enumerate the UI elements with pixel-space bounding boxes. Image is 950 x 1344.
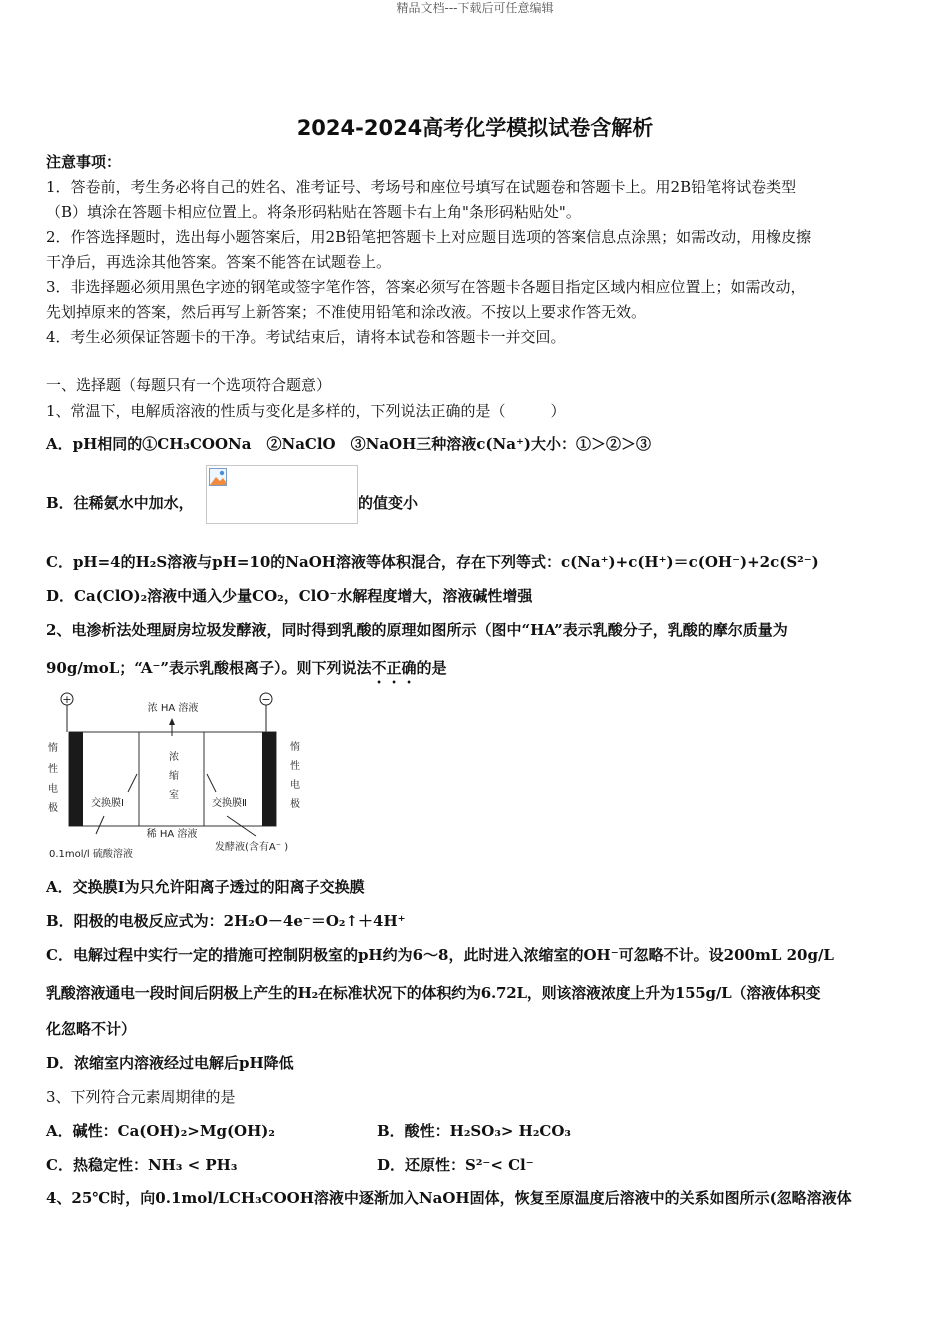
q2-option-b: B．阳极的电极反应式为：2H₂O－4e⁻＝O₂↑＋4H⁺ [46, 912, 406, 930]
q2-option-c-line-1: C．电解过程中实行一定的措施可控制阴极室的pH约为6～8，此时进入浓缩室的OH⁻可忽略不计。设200mL 20g/L [46, 946, 834, 964]
notice-line-7: 4．考生必须保证答题卡的干净。考试结束后，请将本试卷和答题卡一并交回。 [46, 328, 566, 346]
electrodialysis-diagram [44, 688, 314, 863]
minus-sign: − [261, 693, 271, 706]
q2-option-c-line-2: 乳酸溶液通电一段时间后阴极上产生的H₂在标准状况下的体积约为6.72L，则该溶液浓度上升为155g/L（溶液体积变 [46, 984, 821, 1002]
notice-line-3: 2．作答选择题时，选出每小题答案后，用2B铅笔把答题卡上对应题目选项的答案信息点涂黑；如需改动，用橡皮擦 [46, 228, 812, 246]
center-char-3: 室 [169, 790, 179, 801]
q3-option-a: A．碱性：Ca(OH)₂>Mg(OH)₂ [46, 1122, 275, 1140]
anode-plate [69, 732, 83, 826]
q1-formula-image [206, 465, 358, 524]
q1-option-a: A．pH相同的①CH₃COONa ②NaClO ③NaOH三种溶液c(Na⁺)大小：①＞②＞③ [46, 435, 651, 453]
q1-option-b-suffix: 的值变小 [358, 494, 419, 512]
fermentation-liquid-label: 发酵液(含有A⁻ ) [215, 842, 289, 853]
right-electrode-char-1: 惰 [290, 742, 300, 753]
dilute-ha-label: 稀 HA 溶液 [146, 829, 198, 840]
notice-line-1: 1．答卷前，考生务必将自己的姓名、准考证号、考场号和座位号填写在试题卷和答题卡上。用2B铅笔将试卷类型 [46, 178, 797, 196]
up-arrow-icon [169, 718, 175, 725]
center-char-2: 缩 [169, 771, 179, 782]
broken-image-icon [209, 468, 227, 486]
right-electrode-char-4: 极 [290, 799, 300, 810]
q4-stem: 4、25℃时，向0.1mol/LCH₃COOH溶液中逐渐加入NaOH固体，恢复至原温度后溶液中的关系如图所示(忽略溶液体 [46, 1189, 852, 1207]
plus-sign: + [62, 693, 72, 706]
page-header: 精品文档---下载后可任意编辑 [396, 1, 554, 15]
q3-option-c: C．热稳定性：NH₃ < PH₃ [46, 1156, 238, 1174]
section-heading: 一、选择题（每题只有一个选项符合题意） [46, 376, 332, 394]
q2-option-a: A．交换膜I为只允许阳离子透过的阳离子交换膜 [46, 878, 365, 896]
q2-stem-emphasis: 不正确 [371, 659, 417, 677]
notice-line-5: 3．非选择题必须用黑色字迹的钢笔或签字笔作答，答案必须写在答题卡各题目指定区域内相应位置上；如需改动， [46, 278, 806, 296]
center-char-1: 浓 [169, 752, 179, 763]
q3-option-d: D．还原性：S²⁻< Cl⁻ [377, 1156, 534, 1174]
q1-option-b-prefix: B．往稀氨水中加水， [46, 494, 194, 512]
right-electrode-char-2: 性 [290, 761, 300, 772]
concentrated-ha-label: 浓 HA 溶液 [147, 703, 199, 714]
q2-stem-suffix: 的是 [416, 659, 447, 677]
q2-stem-line-1: 2、电渗析法处理厨房垃圾发酵液，同时得到乳酸的原理如图所示（图中“HA”表示乳酸分子，乳酸的摩尔质量为 [46, 621, 788, 639]
q2-stem-prefix: 90g/moL；“A⁻”表示乳酸根离子）。则下列说法 [46, 659, 372, 677]
right-electrode-char-3: 电 [290, 780, 300, 791]
page-title: 2024-2024高考化学模拟试卷含解析 [296, 116, 654, 140]
notice-line-2: （B）填涂在答题卡相应位置上。将条形码粘贴在答题卡右上角"条形码粘贴处"。 [46, 203, 581, 221]
q2-stem-line-2 [46, 658, 447, 687]
left-electrode-char-4: 极 [48, 803, 58, 814]
membrane-2-label: 交换膜Ⅱ [212, 798, 247, 809]
q3-stem: 3、下列符合元素周期律的是 [46, 1088, 236, 1106]
left-electrode-char-2: 性 [48, 764, 58, 775]
q1-stem: 1、常温下，电解质溶液的性质与变化是多样的，下列说法正确的是（ ） [46, 402, 566, 420]
q1-option-d: D．Ca(ClO)₂溶液中通入少量CO₂，ClO⁻水解程度增大，溶液碱性增强 [46, 587, 533, 605]
left-electrode-char-1: 惰 [48, 743, 58, 754]
notice-heading: 注意事项： [46, 153, 122, 171]
q2-option-c-line-3: 化忽略不计） [46, 1020, 137, 1038]
left-electrode-char-3: 电 [48, 784, 58, 795]
notice-line-6: 先划掉原来的答案，然后再写上新答案；不准使用铅笔和涂改液。不按以上要求作答无效。 [46, 303, 647, 321]
q2-option-d: D．浓缩室内溶液经过电解后pH降低 [46, 1054, 294, 1072]
q1-option-c: C．pH=4的H₂S溶液与pH=10的NaOH溶液等体积混合，存在下列等式：c(Na⁺)+c(H⁺)＝c(OH⁻)+2c(S²⁻) [46, 553, 819, 571]
membrane-1-label: 交换膜I [91, 798, 124, 809]
sulfuric-acid-label: 0.1mol/l 硫酸溶液 [49, 849, 133, 860]
notice-line-4: 干净后，再选涂其他答案。答案不能答在试题卷上。 [46, 253, 392, 271]
q3-option-b: B．酸性：H₂SO₃> H₂CO₃ [377, 1122, 571, 1140]
cathode-plate [262, 732, 276, 826]
